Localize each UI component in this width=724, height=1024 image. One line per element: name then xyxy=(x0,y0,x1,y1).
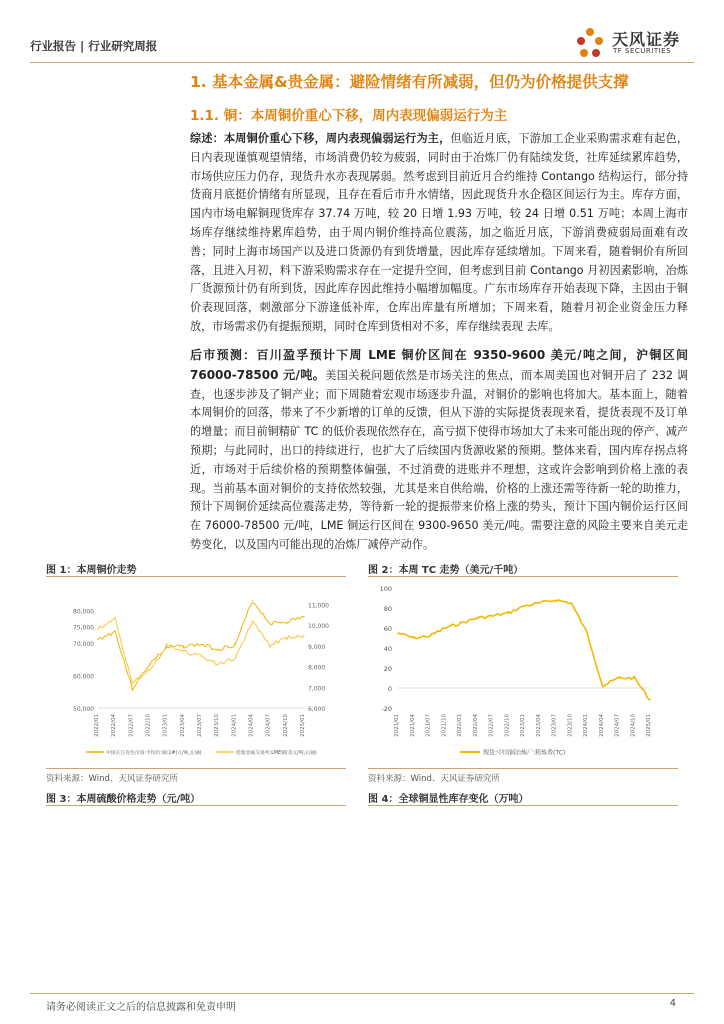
left-tick-label: 75,000 xyxy=(73,624,94,632)
tc-data-point xyxy=(460,622,461,623)
x-tick-label: 2021/01 xyxy=(394,714,400,737)
tc-data-point xyxy=(571,602,572,603)
tc-data-point xyxy=(492,615,493,616)
page-number: 4 xyxy=(669,998,676,1009)
footer-disclaimer: 请务必阅读正文之后的信息披露和免责申明 xyxy=(46,1002,236,1013)
left-tick-label: 50,000 xyxy=(73,706,94,713)
tc-series-line xyxy=(398,600,650,700)
logo-text-cn: 天风证券 xyxy=(612,30,681,49)
subsection-title: 1.1. 铜：本周铜价重心下移，周内表现偏弱运行为主 xyxy=(190,108,508,124)
copper-price-chart xyxy=(46,580,348,766)
y-tick-label: 0 xyxy=(387,685,392,693)
x-tick-label: 2024/04 xyxy=(598,714,605,737)
data-point-1 xyxy=(200,644,201,645)
forecast-body: 美国关税问题依然是市场关注的焦点，而本周美国也对铜开启了 232 调查，也逐步涉及了铜产业；而下周随着宏观市场逐步升温，对铜价的影响也将加大。基本面上，随着本周铜价的回落，带来了不少新增的订单的反馈，但从下游的实际提货表现来看，提货表现不及订单的增量；而目前铜精矿 TC 的低价表现依然存在，高亏损下使得市场加大了未来可能出现的停产、减产预期；与此同时，出口的持续进行，也扩大了后续国内货源收紧的预期。整体来看，国内库存拐点将近，市场对于后续价格的预期整体偏强，不过消费的进账并不理想，这或许会影响到价格上涨的表现。当前基本面对铜价的支持依然较强，尤其是来自供给端，价格的上涨还需等待新一轮的助推力，预计下周铜价延续高位震荡走势，等待新一轮的提振带来价格上涨的势头，预计下国内铜价运行区间在 76000-78500 元/吨，LME 铜运行区间在 9300-9650 美元/吨。需要注意的风险主要来自美元走势变化，以及国内可能出现的冶炼厂减停产动作。 xyxy=(190,368,688,551)
section-title: 1. 基本金属&贵金属：避险情绪有所减弱，但仍为价格提供支撑 xyxy=(190,73,629,91)
x-tick-label: 2023/04 xyxy=(535,714,542,737)
data-point-2 xyxy=(149,670,150,671)
y-tick-label: -20 xyxy=(381,705,392,713)
forecast-paragraph xyxy=(190,346,688,555)
tc-data-point xyxy=(508,612,509,613)
data-point-2 xyxy=(303,635,304,636)
x-tick-label: 2023/04 xyxy=(179,714,186,737)
x-tick-label: 2024/04 xyxy=(248,714,255,737)
data-point-2 xyxy=(183,651,184,652)
data-point-2 xyxy=(218,664,219,665)
fig1-rule xyxy=(46,576,346,577)
legend-label-cn: 中国长江有色市场:平均价:铜:1#(元/吨,左轴) xyxy=(106,751,202,756)
tc-data-point xyxy=(586,632,587,633)
right-tick-label: 11,000 xyxy=(308,602,329,610)
y-tick-label: 80 xyxy=(383,605,392,613)
data-point-1 xyxy=(303,616,304,617)
y-tick-label: 40 xyxy=(383,645,392,653)
logo xyxy=(572,26,702,62)
fig2-title: 图 2：本周 TC 走势（美元/千吨） xyxy=(368,565,524,576)
tc-data-point xyxy=(445,627,446,628)
x-tick-label: 2024/10 xyxy=(630,714,637,737)
data-point-1 xyxy=(218,649,219,650)
x-tick-label: 2021/04 xyxy=(409,714,416,737)
right-tick-label: 7,000 xyxy=(308,685,326,693)
series-line-1 xyxy=(98,602,304,690)
tc-data-point xyxy=(397,632,398,633)
summary-lead: 综述：本周铜价重心下移，周内表现偏弱运行为主， xyxy=(190,132,451,145)
report-header: 行业报告 | 行业研究周报 xyxy=(30,39,158,53)
legend-label-tc: 现货:中国铜冶炼厂:粗炼费(TC) xyxy=(483,749,566,757)
tc-data-point xyxy=(649,699,650,700)
fig2-source: 资料来源：Wind、天风证券研究所 xyxy=(368,774,500,784)
fig3-title: 图 3：本周硫酸价格走势（元/吨） xyxy=(46,794,201,805)
data-point-1 xyxy=(183,646,184,647)
y-tick-label: 20 xyxy=(383,665,392,673)
x-tick-label: 2021/07 xyxy=(425,714,432,737)
data-point-1 xyxy=(166,647,167,648)
x-tick-label: 2022/01 xyxy=(94,714,100,737)
y-tick-label: 100 xyxy=(379,585,392,593)
left-tick-label: 70,000 xyxy=(73,640,94,648)
x-tick-label: 2022/01 xyxy=(457,714,463,737)
summary-paragraph xyxy=(190,130,688,337)
legend-label-lme: 伦敦金属交易所:LME铜(美元/吨,右轴) xyxy=(236,751,317,756)
tc-data-point xyxy=(539,602,540,603)
x-tick-label: 2023/01 xyxy=(162,714,169,737)
series-line-2 xyxy=(98,618,304,683)
data-point-1 xyxy=(149,663,150,664)
data-point-1 xyxy=(252,600,253,601)
fig1-source: 资料来源：Wind、天风证券研究所 xyxy=(46,774,178,784)
data-point-2 xyxy=(286,637,287,638)
data-point-1 xyxy=(235,644,236,645)
x-tick-label: 2023/10 xyxy=(567,714,574,737)
x-tick-label: 2022/10 xyxy=(145,714,152,737)
x-tick-label: 2022/07 xyxy=(128,714,135,737)
data-point-2 xyxy=(200,656,201,657)
x-tick-label: 2021/10 xyxy=(441,714,448,737)
x-tick-label: 2024/07 xyxy=(614,714,621,737)
data-point-2 xyxy=(132,683,133,684)
x-tick-label: 2024/01 xyxy=(583,714,589,737)
tc-data-point xyxy=(429,635,430,636)
data-point-2 xyxy=(97,629,98,630)
fig1-title: 图 1：本周铜价走势 xyxy=(46,565,137,576)
right-tick-label: 10,000 xyxy=(308,623,329,631)
x-tick-label: 2023/07 xyxy=(551,714,558,737)
x-tick-label: 2023/07 xyxy=(197,714,203,737)
tc-data-point xyxy=(618,677,619,678)
data-point-1 xyxy=(97,639,98,640)
tc-data-point xyxy=(634,677,635,678)
x-tick-label: 2022/04 xyxy=(472,714,479,737)
left-tick-label: 60,000 xyxy=(73,673,94,681)
tc-data-point xyxy=(555,599,556,600)
logo-text-en: TF SECURITIES xyxy=(613,47,672,55)
data-point-1 xyxy=(132,688,133,689)
data-point-2 xyxy=(166,645,167,646)
fig1-bottom-rule xyxy=(46,768,346,769)
x-tick-label: 2024/01 xyxy=(231,714,238,737)
right-tick-label: 8,000 xyxy=(308,664,326,672)
data-point-2 xyxy=(235,658,236,659)
x-tick-label: 2023/01 xyxy=(520,714,526,737)
logo-mark-icon xyxy=(572,26,608,62)
fig3-rule xyxy=(46,805,346,806)
data-point-1 xyxy=(115,631,116,632)
fig4-title: 图 4：全球铜显性库存变化（万吨） xyxy=(368,794,529,805)
data-point-2 xyxy=(269,645,270,646)
x-tick-label: 2024/10 xyxy=(282,714,289,737)
fig2-bottom-rule xyxy=(368,768,678,769)
fig2-rule xyxy=(368,576,678,577)
right-tick-label: 6,000 xyxy=(308,706,326,713)
tc-data-point xyxy=(476,617,477,618)
left-tick-label: 80,000 xyxy=(73,608,94,616)
tc-chart xyxy=(368,580,678,766)
header-divider xyxy=(30,62,694,63)
forecast-lead: 后市预测：百川盈孚预计下周 LME 铜价区间在 9350-9600 美元/吨之间，沪铜区间 76000-78500 元/吨。 xyxy=(190,348,688,382)
y-tick-label: 60 xyxy=(383,625,392,633)
tc-data-point xyxy=(413,637,414,638)
x-tick-label: 2024/07 xyxy=(265,714,272,737)
x-tick-label: 2025/01 xyxy=(646,714,652,737)
x-tick-label: 2022/07 xyxy=(488,714,495,737)
data-point-2 xyxy=(115,618,116,619)
x-tick-label: 2025/01 xyxy=(300,714,306,737)
data-point-2 xyxy=(252,620,253,621)
right-tick-label: 9,000 xyxy=(308,643,326,651)
fig4-rule xyxy=(368,805,678,806)
x-tick-label: 2022/10 xyxy=(504,714,511,737)
summary-body: 但临近月底，下游加工企业采购需求难有起色，日内表现谨慎观望情绪，市场消费仍较为疲弱，同时由于冶炼厂仍有陆续发货，社库延续累库趋势，市场供应压力仍存，现货升水亦表现孱弱。然考虑到目前近月合约维持 Contango 结构运行，部分持货商月底挺价情绪有所显现，且存在看后市升水情绪，因此现货升水企稳区间运行为主。库存方面，国内市场电解铜现货库存 37.74 万吨，较 20 日增 1.93 万吨，较 24 日增 0.51 万吨；本周上海市场库存继续维持累库趋势，由于周内铜价维持高位震荡，加之临近月底，下游消费疲弱局面难有改善；同时上海市场国产以及进口货源仍有到货增量，因此库存延续增加。下周来看，随着铜价有所回落，且进入月初，料下游采购需求存在一定提升空间，但考虑到目前 Contango 月初因素影响，冶炼厂货源预计仍有所到货，因此库存因此维持小幅增加幅度。广东市场库存开始表现下降，主因由于铜价表现回落，刺激部分下游逢低补库，仓库出库量有所增加；下周来看，随着月初企业资金压力释放，市场需求仍有提振预期，同时仓库到货相对不多，库存继续表现 去库。 xyxy=(190,132,688,333)
data-point-1 xyxy=(269,623,270,624)
tc-data-point xyxy=(602,685,603,686)
x-tick-label: 2022/04 xyxy=(111,714,118,737)
x-tick-label: 2023/10 xyxy=(214,714,221,737)
data-point-1 xyxy=(286,621,287,622)
footer-divider xyxy=(30,993,694,994)
tc-data-point xyxy=(523,605,524,606)
